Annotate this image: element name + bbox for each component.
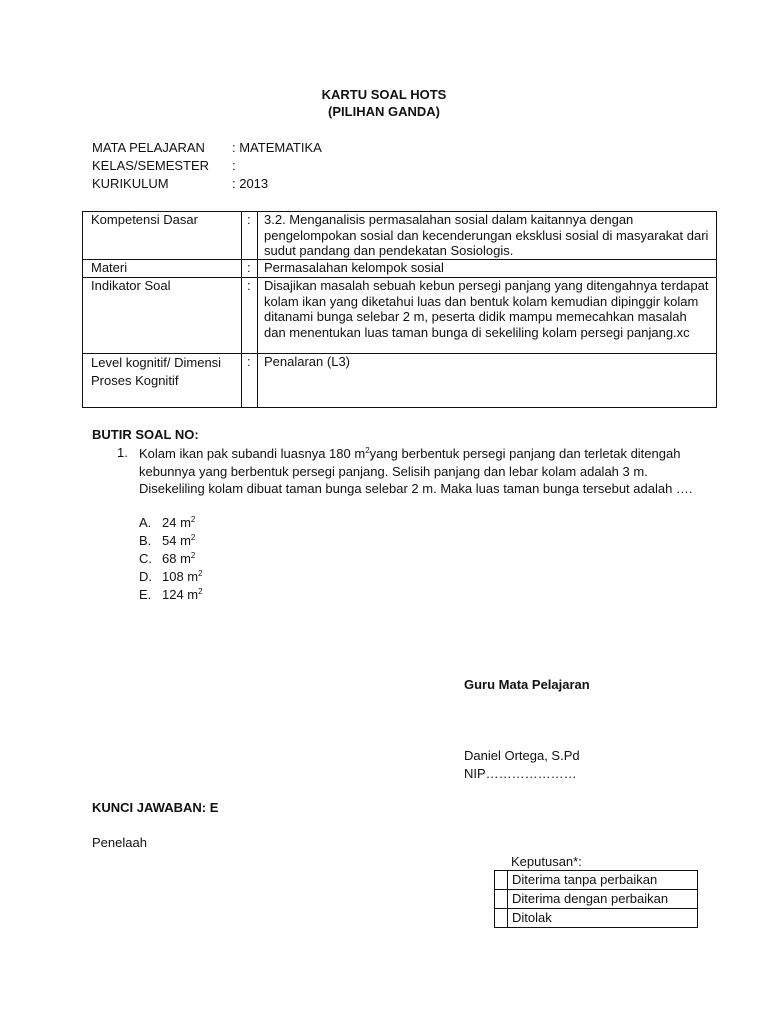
option-d	[139, 568, 203, 586]
decision-option: Ditolak	[508, 909, 698, 928]
row-value: Permasalahan kelompok sosial	[258, 260, 717, 278]
row-label: Kompetensi Dasar	[83, 212, 242, 260]
table-row	[83, 354, 717, 408]
meta-row-curriculum	[92, 175, 268, 193]
option-letter: E.	[139, 587, 152, 602]
row-separator: :	[242, 354, 258, 408]
teacher-nip: NIP…………………	[464, 766, 577, 781]
superscript: 2	[190, 551, 196, 560]
decision-checkbox[interactable]	[495, 890, 508, 909]
superscript: 2	[190, 515, 196, 524]
superscript: 2	[198, 587, 203, 596]
row-value: Penalaran (L3)	[258, 354, 717, 408]
question-number: 1.	[117, 445, 128, 460]
row-separator: :	[242, 260, 258, 278]
option-b	[139, 532, 195, 550]
teacher-role: Guru Mata Pelajaran	[464, 677, 590, 692]
row-label: Level kognitif/ Dimensi Proses Kognitif	[83, 354, 242, 408]
table-row	[83, 260, 717, 278]
superscript: 2	[198, 569, 203, 578]
option-e	[139, 586, 203, 604]
option-c	[139, 550, 195, 568]
option-letter: A.	[139, 515, 152, 530]
option-a	[139, 514, 195, 532]
table-row	[83, 278, 717, 354]
meta-row-subject	[92, 139, 322, 157]
meta-row-class	[92, 157, 236, 175]
question-text-part: Kolam ikan pak subandi luasnya 180 m	[139, 446, 366, 461]
option-value: 54 m	[162, 533, 191, 548]
reviewer-label: Penelaah	[92, 835, 147, 850]
table-row	[83, 212, 717, 260]
table-row	[495, 871, 698, 890]
table-row	[495, 890, 698, 909]
option-letter: D.	[139, 569, 152, 584]
question-heading: BUTIR SOAL NO:	[92, 427, 199, 442]
row-value: Disajikan masalah sebuah kebun persegi panjang yang ditengahnya terdapat kolam ikan yang diketahui luas dan bentuk kolam kemudian dipinggir kolam ditanami bunga selebar 2 m, peserta didik mampu memecahkan masalah dan menentukan luas taman bunga di sekeliling kolam persegi panjang.xc	[258, 278, 717, 354]
option-letter: C.	[139, 551, 152, 566]
question-text-part: yang berbentuk persegi panjang dan terletak ditengah kebunnya yang berbentuk persegi panjang. Selisih panjang dan lebar kolam adalah 3 m. Disekeliling kolam dibuat taman bunga selebar 2 m. Maka luas taman bunga tersebut adalah ….	[139, 446, 693, 496]
decision-option: Diterima tanpa perbaikan	[508, 871, 698, 890]
decision-option: Diterima dengan perbaikan	[508, 890, 698, 909]
option-letter: B.	[139, 533, 152, 548]
row-separator: :	[242, 278, 258, 354]
decision-checkbox[interactable]	[495, 909, 508, 928]
question-text	[139, 445, 709, 498]
option-value: 108 m	[162, 569, 199, 584]
decision-label: Keputusan*:	[511, 854, 582, 869]
option-value: 68 m	[162, 551, 191, 566]
meta-value: : MATEMATIKA	[232, 140, 322, 155]
table-row	[495, 909, 698, 928]
option-value: 124 m	[162, 587, 199, 602]
answer-key: KUNCI JAWABAN: E	[92, 800, 219, 815]
option-value: 24 m	[162, 515, 191, 530]
page-title: KARTU SOAL HOTS	[321, 87, 447, 102]
meta-label: KELAS/SEMESTER	[92, 158, 210, 173]
page-subtitle: (PILIHAN GANDA)	[328, 104, 440, 119]
decision-checkbox[interactable]	[495, 871, 508, 890]
superscript: 2	[365, 446, 370, 455]
row-value: 3.2. Menganalisis permasalahan sosial dalam kaitannya dengan pengelompokan sosial dan kecenderungan eksklusi sosial di masyarakat dari sudut pandang dan pendekatan Sosiologis.	[258, 212, 717, 260]
decision-table	[494, 870, 698, 928]
meta-value: : 2013	[232, 176, 269, 191]
meta-value: :	[232, 158, 236, 173]
meta-label: MATA PELAJARAN	[92, 140, 205, 155]
row-label: Indikator Soal	[83, 278, 242, 354]
row-label: Materi	[83, 260, 242, 278]
row-separator: :	[242, 212, 258, 260]
superscript: 2	[190, 533, 196, 542]
meta-label: KURIKULUM	[92, 176, 169, 191]
teacher-name: Daniel Ortega, S.Pd	[464, 748, 580, 763]
competency-table	[82, 211, 717, 408]
